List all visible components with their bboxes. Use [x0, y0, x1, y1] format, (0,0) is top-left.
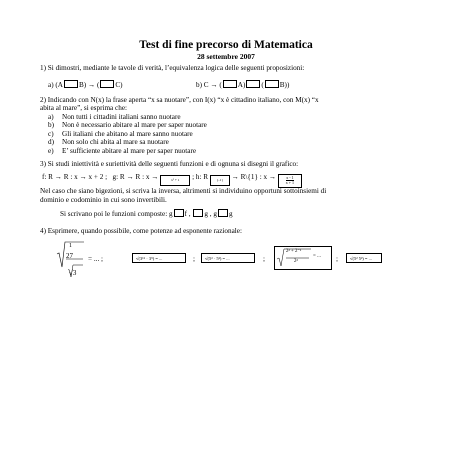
- operator-box: [100, 80, 114, 88]
- answer-box-3: √(5³ · 5³) = ...: [201, 253, 255, 263]
- operator-box: [64, 80, 78, 88]
- e1-equals: = ... ;: [88, 255, 104, 263]
- q2-line1: 2) Indicando con N(x) la frase aperta “x sa nuotare”, con I(x) “x è cittadino italiano, con M(x) “x: [40, 96, 319, 104]
- operator-box: [246, 80, 260, 88]
- separator: ;: [263, 255, 265, 263]
- q3-line5: Si scrivano poi le funzioni composte: g f , g , g g: [60, 210, 233, 218]
- compose-box: [193, 209, 203, 217]
- document-title: Test di fine precorso di Matematica: [139, 39, 313, 51]
- list-item: e) E’ sufficiente abitare al mare per saper nuotare: [48, 146, 197, 155]
- list-item: c) Gli italiani che abitano al mare sanno nuotare: [48, 129, 193, 138]
- e1-fraction-den: 27: [66, 252, 73, 260]
- q3-line4: dominio e codominio in cui sono invertibili.: [40, 196, 167, 204]
- answer-box-5: √(5² 5³) = ...: [346, 253, 382, 263]
- q2-list: [48, 113, 207, 155]
- answer-box-4: [274, 246, 332, 270]
- compose-box: [174, 209, 184, 217]
- operator-box: [265, 80, 279, 88]
- separator: ;: [193, 255, 195, 263]
- list-item: b) Non è necessario abitare al mare per saper nuotare: [48, 121, 207, 130]
- compose-box: [218, 209, 228, 217]
- h-domain-box: {-1}: [210, 175, 230, 186]
- q3-functions: f: R → R : x → x + 2 ; g: R → R : x → x² + 1 ; h: R {-1} → R\{1} : x → $\frac{x - 1}{x + 1}$: [42, 173, 302, 188]
- q1-b: b) C → ( A) ( B)): [196, 81, 290, 89]
- q3-line3: Nel caso che siano bigezioni, si scriva la inversa, altrimenti si individuino opportuni sottoinsiemi di: [40, 187, 327, 195]
- q1-a: a) (A B) → ( C): [48, 81, 123, 89]
- document-date: 28 settembre 2007: [197, 52, 255, 61]
- e4-denominator: 2²: [294, 259, 298, 264]
- answer-box-2: √(3¹⁶ · 3⁹) = ...: [132, 253, 186, 263]
- q2-line2: abita al mare”, si esprima che:: [40, 104, 128, 112]
- list-item: d) Non solo chi abita al mare sa nuotare: [48, 138, 169, 147]
- separator: ;: [336, 255, 338, 263]
- g-expression-box: x² + 1: [160, 175, 190, 186]
- q4-text: 4) Esprimere, quando possibile, come potenze ad esponente razionale:: [40, 227, 242, 235]
- h-expression-box: [278, 174, 302, 188]
- q3-line1: 3) Si studi iniettività e suriettività delle seguenti funzioni e di ognuna si disegni il grafico:: [40, 160, 299, 168]
- list-item: a) Non tutti i cittadini italiani sanno nuotare: [48, 113, 181, 121]
- e4-numerator: 2² + 2⁻¹: [286, 249, 302, 254]
- e4-equals: = ...: [313, 254, 321, 259]
- e1-root-den: √3: [69, 269, 77, 277]
- operator-box: [223, 80, 237, 88]
- h-fraction: $\frac{x - 1}{x + 1}$: [285, 174, 295, 185]
- e1-numerator: 1: [69, 243, 72, 249]
- q1-text: 1) Si dimostri, mediante le tavole di verità, l’equivalenza logica delle seguenti proposizioni:: [40, 64, 305, 72]
